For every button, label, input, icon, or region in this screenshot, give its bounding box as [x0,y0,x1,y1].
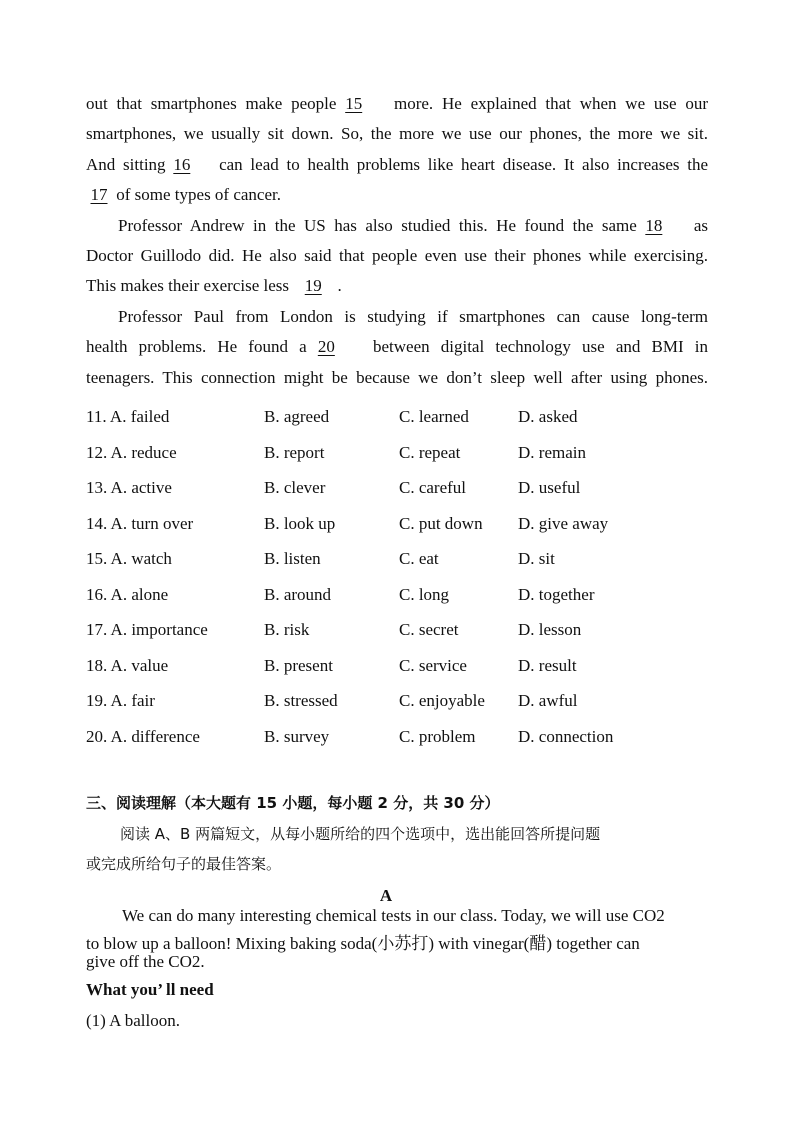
passage-line-7 [86,276,342,296]
option-b: B. risk [264,620,310,639]
option-c: C. learned [399,407,469,426]
option-a: 20. A. difference [86,727,200,746]
passage-line-2: smartphones, we usually sit down. So, the more we use our phones, the more we sit. [86,124,708,143]
materials-item-1: (1) A balloon. [86,1011,180,1030]
option-c: C. enjoyable [399,691,485,710]
option-c: C. secret [399,620,459,639]
option-d: D. give away [518,514,609,533]
blank-19: 19 [304,276,322,295]
blank-17: 17 [90,185,108,204]
question-16-options [86,585,726,609]
option-d: D. together [518,585,595,604]
text: can lead to health problems like heart disease. It also increases the [219,155,709,174]
option-b: B. clever [264,478,326,497]
text: more. He explained that when we use our [394,94,709,113]
question-15-options [86,549,726,573]
option-d: D. lesson [518,620,582,639]
option-b: B. present [264,656,333,675]
text-a-line-3: give off the CO2. [86,952,205,971]
option-a: 14. A. turn over [86,514,194,533]
passage-line-8: Professor Paul from London is studying if smartphones can cause long-term [118,307,708,326]
option-a: 11. A. failed [86,407,170,426]
passage-line-9 [86,337,708,357]
option-c: C. put down [399,514,483,533]
option-a: 18. A. value [86,656,169,675]
blank-20: 20 [317,337,335,356]
option-a: 16. A. alone [86,585,169,604]
option-d: D. remain [518,443,586,462]
option-d: D. useful [518,478,581,497]
text: between digital technology use and BMI in [372,337,709,356]
option-b: B. agreed [264,407,330,426]
question-13-options [86,478,726,502]
option-d: D. result [518,656,577,675]
option-b: B. look up [264,514,336,533]
option-d: D. connection [518,727,614,746]
passage-line-4 [86,185,281,205]
question-20-options [86,727,726,751]
question-18-options [86,656,726,680]
blank-15: 15 [345,94,363,113]
option-b: B. around [264,585,332,604]
passage-line-6: Doctor Guillodo did. He also said that people even use their phones while exercising. [86,246,708,265]
text: health problems. He found a [86,337,307,356]
text: . [337,276,342,295]
option-b: B. report [264,443,325,462]
option-a: 19. A. fair [86,691,155,710]
section-instruction-line-1: 阅读 A、B 两篇短文，从每小题所给的四个选项中，选出能回答所提问题 [120,825,601,843]
option-a: 12. A. reduce [86,443,177,462]
text-a-line-2: to blow up a balloon! Mixing baking soda(小苏打) with vinegar(醋) together can [86,934,640,953]
passage-line-10: teenagers. This connection might be because we don’t sleep well after using phones. [86,368,708,387]
option-d: D. sit [518,549,555,568]
passage-line-5 [118,216,708,236]
option-c: C. service [399,656,467,675]
option-a: 13. A. active [86,478,172,497]
section-instruction-line-2: 或完成所给句子的最佳答案。 [86,855,282,873]
option-d: D. asked [518,407,578,426]
option-c: C. problem [399,727,476,746]
question-17-options [86,620,726,644]
option-b: B. listen [264,549,321,568]
text: This makes their exercise less [86,276,289,295]
text: Professor Andrew in the US has also studied this. He found the same [118,216,637,235]
option-b: B. survey [264,727,330,746]
text: And sitting [86,155,166,174]
text: as [693,216,708,235]
question-11-options [86,407,726,431]
option-d: D. awful [518,691,578,710]
option-c: C. long [399,585,450,604]
question-19-options [86,691,726,715]
section-title: 三、阅读理解（本大题有 15 小题，每小题 2 分，共 30 分） [86,794,500,812]
blank-16: 16 [173,155,191,174]
option-c: C. eat [399,549,439,568]
option-c: C. repeat [399,443,461,462]
passage-line-1 [86,94,708,114]
option-a: 15. A. watch [86,549,172,568]
option-c: C. careful [399,478,467,497]
question-14-options [86,514,726,538]
materials-heading: What you’ ll need [86,980,214,999]
text: out that smartphones make people [86,94,337,113]
passage-line-3 [86,155,708,175]
option-b: B. stressed [264,691,338,710]
question-12-options [86,443,726,467]
blank-18: 18 [645,216,663,235]
text-a-line-1: We can do many interesting chemical tests in our class. Today, we will use CO2 [122,906,665,925]
text: of some types of cancer. [116,185,281,204]
passage-heading: A [379,886,393,905]
option-a: 17. A. importance [86,620,208,639]
